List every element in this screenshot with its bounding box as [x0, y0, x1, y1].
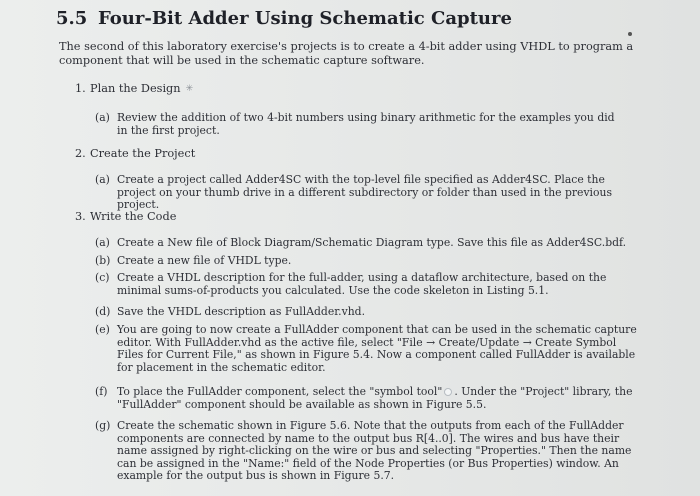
sub-marker: (c) — [95, 271, 110, 284]
step-marker: 2. — [75, 147, 86, 160]
step-3-sub-e — [95, 324, 643, 374]
sub-text: Create the schematic shown in Figure 5.6. Note that the outputs from each of the FullAdder components are connected by name to the output bus R[4..0]. The wires and bus have their name assigned by right-clicking on the wire or bus and selecting "Properties." Then the name can be assigned in the "Name:" field of the Node Properties (or Bus Properties) window. An example for the output bus is shown in Figure 5.7. — [117, 419, 632, 482]
step-label: Write the Code — [90, 210, 177, 223]
sub-text: Save the VHDL description as FullAdder.vhd. — [117, 305, 366, 318]
step-2-sub-a — [95, 174, 625, 212]
step-3-sub-c — [95, 272, 643, 297]
sub-text: Create a New file of Block Diagram/Schematic Diagram type. Save this file as Adder4SC.bdf. — [117, 236, 627, 249]
sub-marker: (g) — [95, 419, 111, 432]
sub-text: You are going to now create a FullAdder component that can be used in the schematic capture editor. With FullAdder.vhd as the active file, select "File → Create/Update → Create Symbol Files for Current File," as shown in Figure 5.4. Now a component called FullAdder is available for placement in the schematic editor. — [117, 323, 637, 374]
sparkle-icon: ✳ — [185, 83, 194, 94]
sub-marker: (a) — [95, 173, 110, 186]
sub-marker: (a) — [95, 236, 110, 249]
sub-marker: (f) — [95, 385, 108, 398]
step-1-sub-a — [95, 112, 623, 137]
symbol-tool-icon — [444, 388, 452, 396]
sub-text: Create a VHDL description for the full-adder, using a dataflow architecture, based on the minimal sums-of-products you calculated. Use the code skeleton in Listing 5.1. — [117, 271, 607, 297]
section-title: Four-Bit Adder Using Schematic Capture — [98, 8, 512, 29]
dot-icon — [628, 32, 632, 36]
sub-text: Review the addition of two 4-bit numbers using binary arithmetic for the examples you did in the first project. — [117, 111, 615, 137]
sub-text: Create a new file of VHDL type. — [117, 254, 292, 267]
sub-marker: (d) — [95, 305, 111, 318]
sub-text — [117, 386, 643, 411]
step-create-project — [75, 147, 195, 160]
intro-paragraph: The second of this laboratory exercise's projects is to create a 4-bit adder using VHDL to program a component that will be used in the schematic capture software. — [59, 40, 634, 67]
section-heading — [56, 8, 512, 29]
step-3-sub-g — [95, 420, 643, 483]
sub-text: Create a project called Adder4SC with the top-level file specified as Adder4SC. Place the project on your thumb drive in a different subdirectory or folder than used in the previous project. — [117, 173, 612, 211]
sub-marker: (b) — [95, 254, 111, 267]
section-number: 5.5 — [56, 8, 88, 29]
sub-marker: (e) — [95, 323, 110, 336]
sub-marker: (a) — [95, 111, 110, 124]
step-marker: 1. — [75, 82, 86, 95]
sub-text-after: . Under the "Project" library, the "FullAdder" component should be available as shown in Figure 5.5. — [117, 385, 633, 411]
step-3-sub-f — [95, 386, 643, 411]
step-write-code — [75, 210, 176, 223]
step-label: Create the Project — [90, 147, 196, 160]
step-marker: 3. — [75, 210, 86, 223]
step-3-sub-b — [95, 255, 643, 268]
sub-text-before: To place the FullAdder component, select the "symbol tool" — [117, 385, 443, 398]
step-plan-design — [75, 82, 193, 96]
step-label: Plan the Design — [90, 82, 181, 95]
step-3-sub-a — [95, 237, 643, 250]
step-3-sub-d — [95, 306, 643, 319]
